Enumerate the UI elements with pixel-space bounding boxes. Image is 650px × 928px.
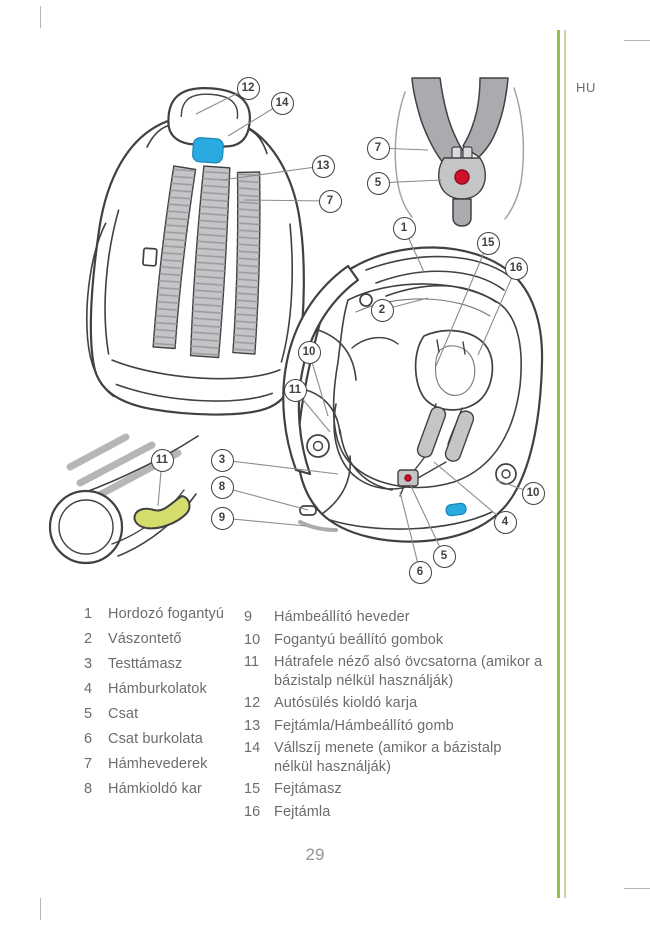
callout-12: 12 <box>237 77 260 100</box>
callout-5: 5 <box>433 545 456 568</box>
leader-line-9 <box>222 518 306 526</box>
legend-item-label: Fejtámasz <box>274 781 342 797</box>
callout-3: 3 <box>211 449 234 472</box>
legend-item-number: 5 <box>84 706 93 722</box>
callout-1: 1 <box>393 217 416 240</box>
legend-item <box>244 717 544 736</box>
callout-9: 9 <box>211 507 234 530</box>
legend-item <box>84 731 240 748</box>
legend-item <box>84 656 240 673</box>
hub-detail <box>50 491 122 563</box>
handle-hub-left <box>307 435 329 457</box>
legend-item <box>244 608 544 627</box>
legend-item-label: Testtámasz <box>108 656 183 672</box>
seat-release-button <box>445 503 466 517</box>
back-view-diagram <box>80 81 318 421</box>
legend-item-number: 12 <box>244 695 261 711</box>
belt-slot <box>143 248 157 266</box>
legend-item-number: 7 <box>84 756 93 772</box>
callout-16: 16 <box>505 257 528 280</box>
legend-item <box>244 739 544 776</box>
leader-line-8 <box>222 487 308 510</box>
legend-item-number: 10 <box>244 631 261 648</box>
handle-adjuster-button <box>192 137 224 163</box>
legend-item-number: 9 <box>244 609 253 625</box>
belt-guide-inset-diagram <box>50 436 198 563</box>
buckle-release-button <box>455 170 469 184</box>
callout-11: 11 <box>284 379 307 402</box>
legend-item-label: Fejtámla/Hámbeállító gomb <box>274 717 454 734</box>
legend-item-label: Hátrafele néző alsó övcsatorna (amikor a bázistalp nélkül használják) <box>274 654 543 689</box>
legend-item-label: Hordozó fogantyú <box>108 606 225 622</box>
callout-10: 10 <box>522 482 545 505</box>
legend-item <box>84 781 240 798</box>
headrest <box>416 331 493 410</box>
legend-item <box>244 631 544 650</box>
legend-item-number: 8 <box>84 781 93 797</box>
legend-item-number: 14 <box>244 740 261 756</box>
page-number: 29 <box>305 845 325 864</box>
legend-item <box>84 681 240 698</box>
leader-line-7 <box>378 148 428 150</box>
callout-13: 13 <box>312 155 335 178</box>
legend-item <box>244 694 544 713</box>
harness-release-lever <box>300 506 316 515</box>
belt-guide-highlight <box>134 496 189 528</box>
legend-item-label: Csat burkolata <box>108 731 203 747</box>
callout-8: 8 <box>211 476 234 499</box>
crop-mark <box>40 898 41 920</box>
callout-2: 2 <box>371 299 394 322</box>
callout-15: 15 <box>477 232 500 255</box>
legend-item <box>244 803 544 822</box>
legend-item-label: Autósülés kioldó karja <box>274 695 418 711</box>
callout-7: 7 <box>319 190 342 213</box>
leader-line-5 <box>378 180 442 183</box>
legend-item-label: Vállszíj menete (amikor a bázistalp nélkül használják) <box>274 740 502 775</box>
legend-item-number: 4 <box>84 681 93 697</box>
buckle-detail-diagram <box>395 78 523 226</box>
legend-item-label: Hámbeállító heveder <box>274 609 410 625</box>
legend-column-right <box>244 608 544 825</box>
legend-item-label: Hámburkolatok <box>108 681 207 697</box>
legend-item-label: Vászontető <box>108 631 182 647</box>
callout-11: 11 <box>151 449 174 472</box>
crop-mark <box>624 888 650 889</box>
callout-7: 7 <box>367 137 390 160</box>
callout-4: 4 <box>494 511 517 534</box>
legend-item-number: 16 <box>244 803 261 820</box>
legend-item-label: Csat <box>108 706 139 722</box>
legend-item-number: 13 <box>244 717 261 734</box>
legend-item-number: 11 <box>244 654 260 670</box>
legend-column-left <box>84 606 240 806</box>
legend-item-number: 6 <box>84 731 93 747</box>
canopy-pivot <box>360 294 372 306</box>
legend-item-number: 3 <box>84 656 93 672</box>
legend-item <box>84 706 240 723</box>
legend-item <box>84 756 240 773</box>
language-tag: HU <box>576 80 596 95</box>
legend-item-label: Hámhevederek <box>108 756 208 772</box>
legend-item-number: 2 <box>84 631 93 647</box>
legend-item-label: Hámkioldó kar <box>108 781 202 797</box>
legend-item-label: Fejtámla <box>274 803 331 820</box>
legend-item <box>84 631 240 648</box>
legend-item-label: Fogantyú beállító gombok <box>274 631 444 648</box>
legend-item <box>244 780 544 799</box>
legend-item <box>84 606 240 623</box>
legend-item <box>244 653 544 690</box>
callout-5: 5 <box>367 172 390 195</box>
legend-item-number: 1 <box>84 606 93 622</box>
callout-6: 6 <box>409 561 432 584</box>
callout-14: 14 <box>271 92 294 115</box>
legend-item-number: 15 <box>244 781 261 797</box>
callout-10: 10 <box>298 341 321 364</box>
